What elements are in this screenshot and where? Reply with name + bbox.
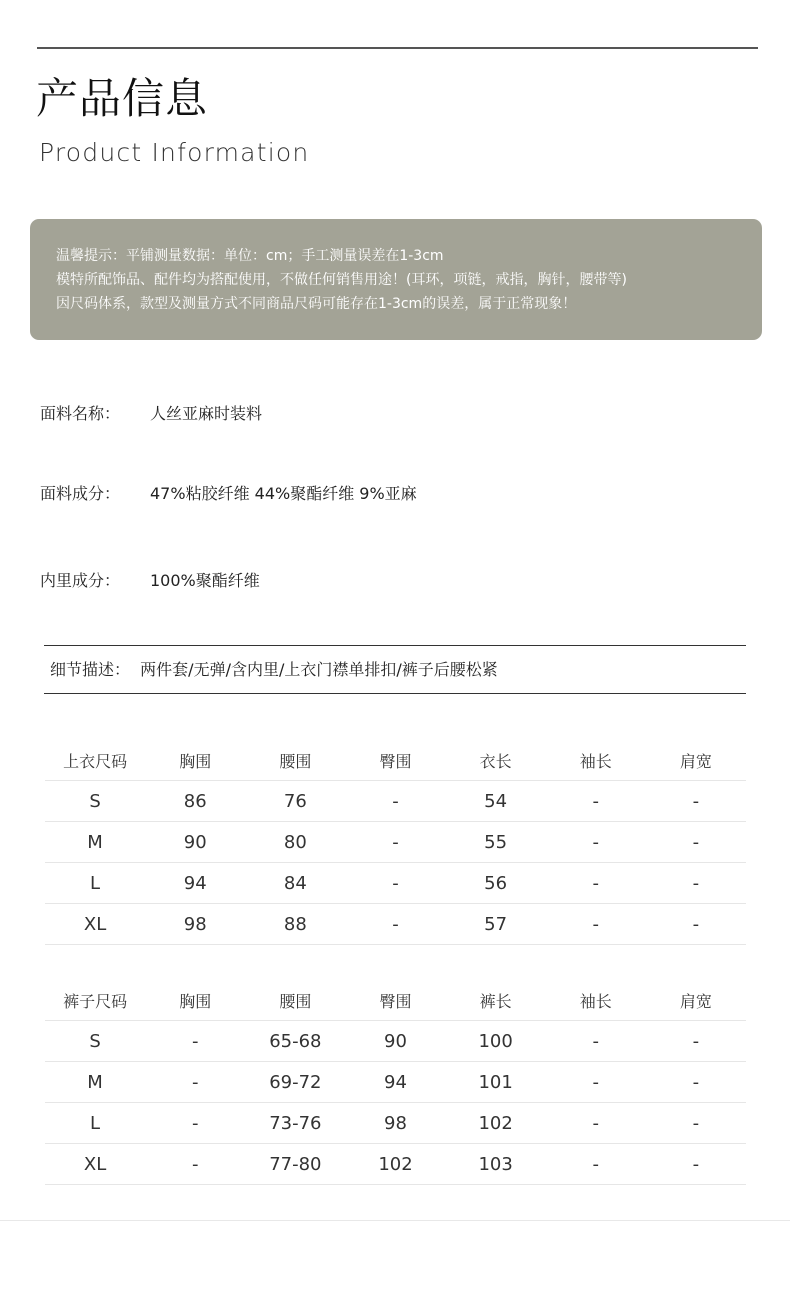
- table-cell: -: [646, 863, 746, 904]
- table-cell: -: [646, 781, 746, 822]
- table-cell: S: [45, 1021, 145, 1062]
- table-cell: -: [546, 822, 646, 863]
- table-cell: 98: [145, 904, 245, 945]
- table-cell: 65-68: [245, 1021, 345, 1062]
- pants-size-table: [45, 980, 746, 1185]
- table-cell: -: [145, 1021, 245, 1062]
- table-cell: 57: [446, 904, 546, 945]
- table-header-row: [45, 980, 746, 1021]
- table-cell: 103: [446, 1144, 546, 1185]
- table-cell: 86: [145, 781, 245, 822]
- column-header: 胸围: [145, 740, 245, 781]
- table-cell: -: [145, 1062, 245, 1103]
- table-cell: 69-72: [245, 1062, 345, 1103]
- column-header: 裤长: [446, 980, 546, 1021]
- table-cell: 100: [446, 1021, 546, 1062]
- column-header: 袖长: [546, 740, 646, 781]
- table-cell: L: [45, 863, 145, 904]
- table-row: [45, 863, 746, 904]
- table-cell: XL: [45, 904, 145, 945]
- table-cell: 84: [245, 863, 345, 904]
- table-cell: 76: [245, 781, 345, 822]
- table-cell: -: [345, 863, 445, 904]
- detail-bottom-divider: [44, 693, 746, 694]
- table-row: [45, 781, 746, 822]
- table-cell: -: [145, 1103, 245, 1144]
- table-cell: 56: [446, 863, 546, 904]
- table-cell: 55: [446, 822, 546, 863]
- page-title: 产品信息: [36, 74, 209, 123]
- table-row: [45, 1103, 746, 1144]
- column-header: 臀围: [345, 980, 445, 1021]
- column-header: 裤子尺码: [45, 980, 145, 1021]
- notice-line: 因尺码体系，款型及测量方式不同商品尺码可能存在1-3cm的误差，属于正常现象！: [56, 296, 577, 312]
- table-cell: -: [345, 781, 445, 822]
- table-cell: -: [546, 781, 646, 822]
- table-cell: -: [646, 1062, 746, 1103]
- table-row: [45, 1021, 746, 1062]
- column-header: 袖长: [546, 980, 646, 1021]
- table-cell: -: [646, 904, 746, 945]
- table-cell: -: [646, 1144, 746, 1185]
- table-cell: XL: [45, 1144, 145, 1185]
- table-cell: 54: [446, 781, 546, 822]
- table-cell: 73-76: [245, 1103, 345, 1144]
- column-header: 肩宽: [646, 740, 746, 781]
- table-cell: M: [45, 822, 145, 863]
- table-cell: -: [345, 904, 445, 945]
- table-cell: 102: [446, 1103, 546, 1144]
- table-cell: M: [45, 1062, 145, 1103]
- notice-box: [30, 219, 762, 340]
- table-cell: 102: [345, 1144, 445, 1185]
- table-header-row: [45, 740, 746, 781]
- notice-line: 模特所配饰品、配件均为搭配使用，不做任何销售用途！(耳环，项链，戒指，胸针，腰带等): [56, 272, 627, 288]
- fabric-composition-row: [40, 481, 417, 504]
- table-cell: -: [546, 1062, 646, 1103]
- table-cell: 101: [446, 1062, 546, 1103]
- fabric-name-row: [40, 401, 262, 424]
- table-cell: 90: [145, 822, 245, 863]
- fabric-name-label: 面料名称：: [40, 404, 121, 423]
- top-size-table: [45, 740, 746, 945]
- table-row: [45, 1144, 746, 1185]
- detail-top-divider: [44, 645, 746, 646]
- table-cell: -: [546, 1021, 646, 1062]
- lining-composition-row: [40, 568, 260, 591]
- table-cell: 98: [345, 1103, 445, 1144]
- table-cell: 90: [345, 1021, 445, 1062]
- notice-line: 温馨提示：平铺测量数据：单位：cm；手工测量误差在1-3cm: [56, 248, 444, 264]
- table-cell: -: [546, 863, 646, 904]
- table-cell: 94: [145, 863, 245, 904]
- table-row: [45, 822, 746, 863]
- table-cell: -: [345, 822, 445, 863]
- fabric-name-value: 人丝亚麻时装料: [150, 404, 263, 423]
- fabric-composition-label: 面料成分：: [40, 484, 121, 503]
- column-header: 肩宽: [646, 980, 746, 1021]
- top-divider: [37, 47, 758, 49]
- table-cell: -: [546, 1144, 646, 1185]
- lining-composition-value: 100%聚酯纤维: [150, 571, 260, 590]
- table-cell: -: [546, 904, 646, 945]
- table-cell: 94: [345, 1062, 445, 1103]
- table-row: [45, 1062, 746, 1103]
- table-cell: -: [646, 1021, 746, 1062]
- table-cell: 77-80: [245, 1144, 345, 1185]
- table-cell: S: [45, 781, 145, 822]
- fabric-composition-value: 47%粘胶纤维 44%聚酯纤维 9%亚麻: [150, 484, 417, 503]
- table-row: [45, 904, 746, 945]
- column-header: 腰围: [245, 740, 345, 781]
- column-header: 臀围: [345, 740, 445, 781]
- column-header: 衣长: [446, 740, 546, 781]
- table-cell: -: [646, 822, 746, 863]
- bottom-divider: [0, 1220, 790, 1221]
- lining-composition-label: 内里成分：: [40, 571, 121, 590]
- column-header: 上衣尺码: [45, 740, 145, 781]
- detail-description: 细节描述： 两件套/无弹/含内里/上衣门襟单排扣/裤子后腰松紧: [50, 660, 498, 679]
- table-cell: -: [646, 1103, 746, 1144]
- column-header: 腰围: [245, 980, 345, 1021]
- table-cell: 80: [245, 822, 345, 863]
- table-cell: -: [546, 1103, 646, 1144]
- column-header: 胸围: [145, 980, 245, 1021]
- table-cell: -: [145, 1144, 245, 1185]
- table-cell: 88: [245, 904, 345, 945]
- table-cell: L: [45, 1103, 145, 1144]
- page-subtitle: Product Information: [39, 138, 310, 167]
